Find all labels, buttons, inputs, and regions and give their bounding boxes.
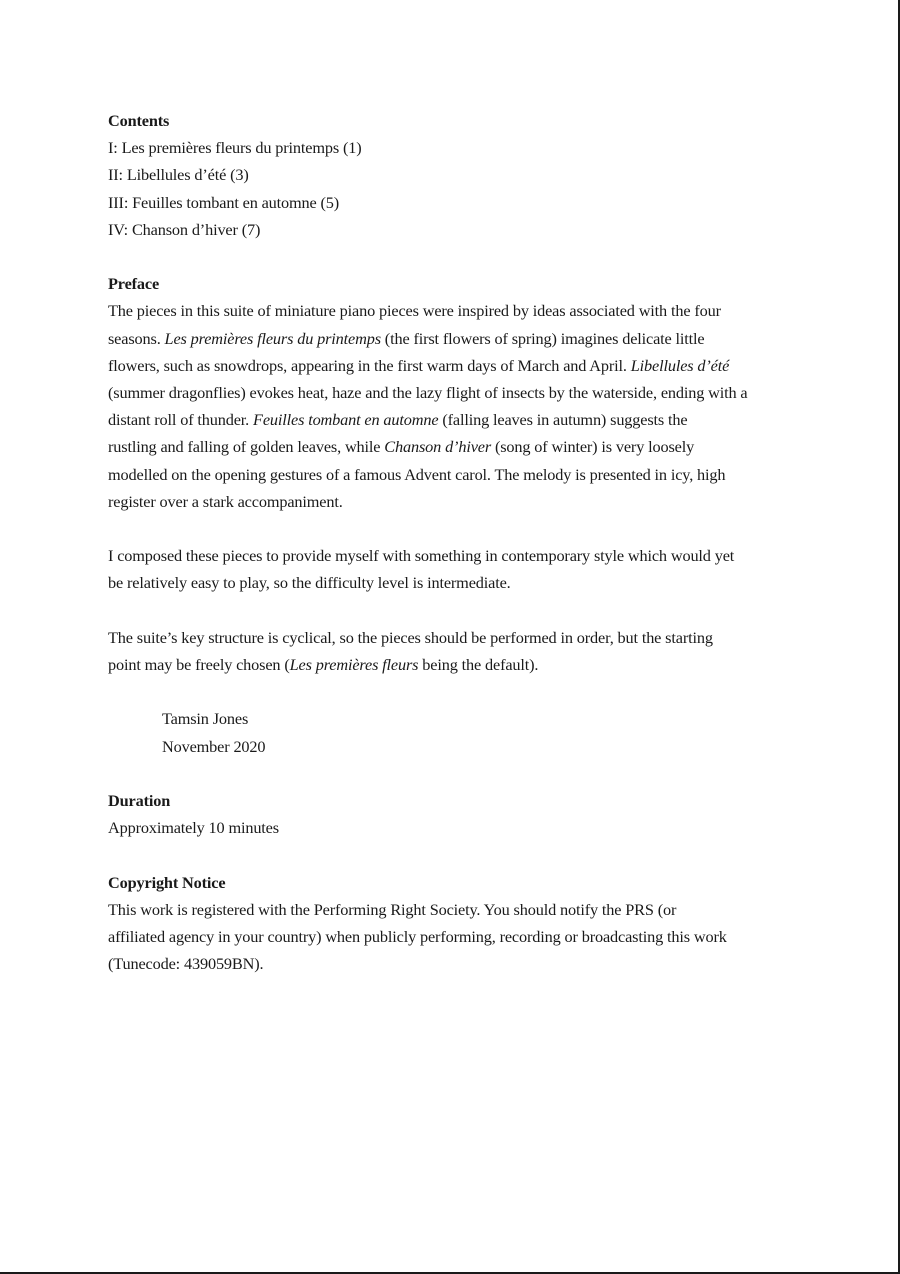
contents-item: I: Les premières fleurs du printemps (1): [108, 138, 362, 158]
preface-line: (summer dragonflies) evokes heat, haze and the lazy flight of insects by the waterside, ending with a: [108, 383, 748, 403]
contents-item: III: Feuilles tombant en automne (5): [108, 192, 340, 212]
italic-title: Les premières fleurs: [289, 655, 419, 675]
italic-title: Libellules d’été: [630, 355, 730, 375]
preface-paragraph-3: [108, 624, 798, 678]
contents-heading: Contents: [108, 111, 170, 130]
preface-section: [108, 270, 798, 760]
copyright-line: This work is registered with the Performing Right Society. You should notify the PRS (or: [108, 899, 677, 919]
signature-block: [108, 705, 798, 759]
preface-line: seasons. Les premières fleurs du printemps (the first flowers of spring) imagines delicate little: [108, 328, 705, 348]
signature-name: Tamsin Jones: [162, 709, 249, 729]
preface-heading: Preface: [108, 274, 160, 294]
italic-title: Feuilles tombant en automne: [253, 410, 439, 430]
preface-line: flowers, such as snowdrops, appearing in the first warm days of March and April. Libellules d’été: [108, 355, 730, 375]
contents-section: [108, 107, 798, 243]
preface-line: I composed these pieces to provide myself with something in contemporary style which would yet: [108, 546, 735, 566]
copyright-section: [108, 869, 798, 978]
copyright-heading: Copyright Notice: [108, 872, 226, 892]
duration-section: [108, 787, 798, 841]
preface-line: point may be freely chosen (Les premières fleurs being the default).: [108, 655, 539, 675]
preface-line: The suite’s key structure is cyclical, so the pieces should be performed in order, but the starting: [108, 627, 713, 647]
preface-line: distant roll of thunder. Feuilles tombant en automne (falling leaves in autumn) suggests the: [108, 410, 688, 430]
signature-date: November 2020: [162, 736, 266, 756]
document-content: [108, 107, 798, 977]
preface-paragraph-1: [108, 297, 798, 515]
preface-line: modelled on the opening gestures of a famous Advent carol. The melody is presented in icy, high: [108, 464, 726, 484]
italic-title: Les premières fleurs du printemps: [164, 328, 381, 348]
copyright-line: (Tunecode: 439059BN).: [108, 954, 264, 974]
contents-item: II: Libellules d’été (3): [108, 165, 249, 185]
duration-heading: Duration: [108, 791, 171, 810]
preface-line: register over a stark accompaniment.: [108, 491, 343, 511]
contents-item: IV: Chanson d’hiver (7): [108, 219, 261, 239]
duration-text: Approximately 10 minutes: [108, 818, 279, 838]
preface-line: be relatively easy to play, so the difficulty level is intermediate.: [108, 573, 511, 593]
copyright-line: affiliated agency in your country) when publicly performing, recording or broadcasting this work: [108, 927, 727, 946]
preface-line: The pieces in this suite of miniature piano pieces were inspired by ideas associated with the four: [108, 301, 721, 321]
preface-paragraph-2: [108, 542, 798, 596]
preface-line: rustling and falling of golden leaves, while Chanson d’hiver (song of winter) is very loosely: [108, 437, 695, 457]
italic-title: Chanson d’hiver: [384, 437, 492, 457]
